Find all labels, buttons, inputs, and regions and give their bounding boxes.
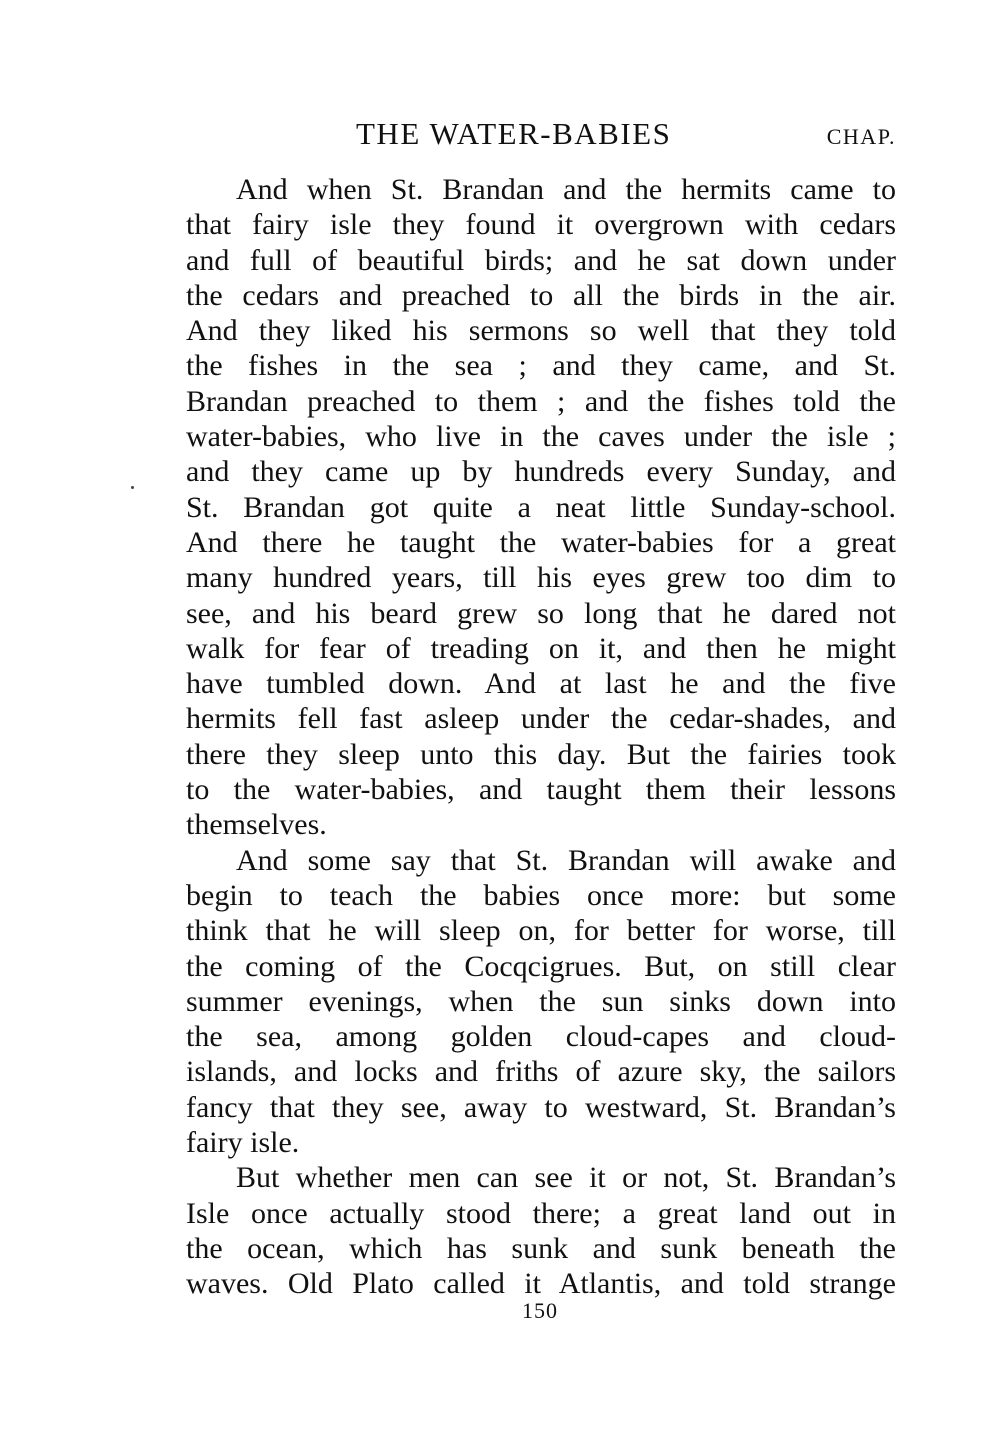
text-line: islands, and locks and friths of azure sky, the sailors xyxy=(186,1055,896,1089)
text-line: and full of beautiful birds; and he sat down under xyxy=(186,243,896,277)
text-line: hermits fell fast asleep under the cedar-shades, and xyxy=(186,702,896,736)
text-line: Brandan preached to them ; and the fishes told the xyxy=(186,384,896,418)
text-line: waves. Old Plato called it Atlantis, and told strange xyxy=(186,1267,896,1301)
text-line: the ocean, which has sunk and sunk beneath the xyxy=(186,1231,896,1265)
text-line: that fairy isle they found it overgrown with cedars xyxy=(186,208,896,242)
margin-speck xyxy=(131,486,134,489)
text-line: And when St. Brandan and the hermits came to xyxy=(236,173,896,206)
text-line: fancy that they see, away to westward, St. Brandan’s xyxy=(186,1090,896,1124)
text-line: see, and his beard grew so long that he dared not xyxy=(186,596,896,630)
text-line: St. Brandan got quite a neat little Sunday-school. xyxy=(186,490,896,524)
text-line: and they came up by hundreds every Sunday, and xyxy=(186,455,896,489)
text-line: And they liked his sermons so well that they told xyxy=(186,314,896,348)
page-number xyxy=(0,1296,1000,1326)
page-number-text: 150 xyxy=(522,1298,558,1323)
text-line: themselves. xyxy=(186,808,327,842)
text-line: the sea, among golden cloud-capes and cloud- xyxy=(186,1020,896,1054)
text-line: And there he taught the water-babies for a great xyxy=(186,525,896,559)
body-text xyxy=(186,172,896,1302)
text-line: think that he will sleep on, for better for worse, till xyxy=(186,914,896,948)
text-line: many hundred years, till his eyes grew too dim to xyxy=(186,561,896,595)
text-line: summer evenings, when the sun sinks down into xyxy=(186,984,896,1018)
text-line: begin to teach the babies once more: but some xyxy=(186,878,896,912)
running-head xyxy=(186,114,896,154)
text-line: walk for fear of treading on it, and then he might xyxy=(186,631,896,665)
running-title: THE WATER-BABIES xyxy=(356,116,672,151)
text-line: have tumbled down. And at last he and the five xyxy=(186,667,896,701)
text-line: to the water-babies, and taught them their lessons xyxy=(186,773,896,807)
text-line: the coming of the Cocqcigrues. But, on still clear xyxy=(186,949,896,983)
text-line: And some say that St. Brandan will awake and xyxy=(236,843,896,877)
text-line: the fishes in the sea ; and they came, and St. xyxy=(186,349,896,383)
text-line: water-babies, who live in the caves under the isle ; xyxy=(186,420,896,454)
text-line: But whether men can see it or not, St. Brandan’s xyxy=(236,1161,896,1195)
chapter-label: CHAP. xyxy=(826,124,896,149)
text-line: Isle once actually stood there; a great land out in xyxy=(186,1196,896,1230)
text-line: there they sleep unto this day. But the fairies took xyxy=(186,737,896,771)
text-line: fairy isle. xyxy=(186,1126,300,1160)
text-line: the cedars and preached to all the birds in the air. xyxy=(186,278,896,312)
